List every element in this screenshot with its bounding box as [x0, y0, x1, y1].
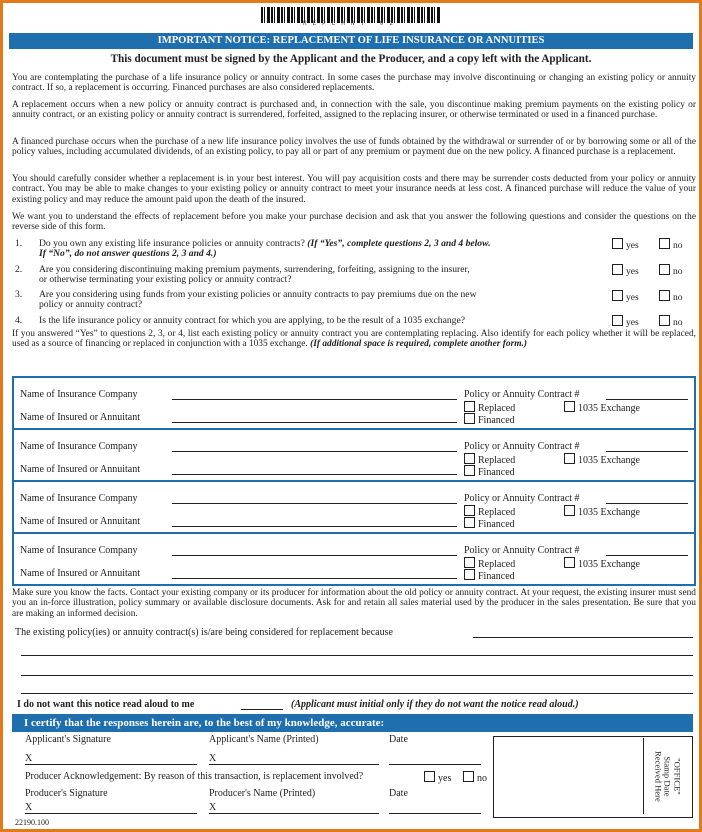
consider-paragraph: You should carefully consider whether a replacement is in your best interest. You will pay acquisition costs and there may be surrender costs deducted from your policy or annuity contract. You may be able to make changes to your existing policy or annuity contract to meet your insurance needs at less cost. A financed purchase will reduce the value of your existing policy and may reduce the amount paid upon the death of the insured. — [12, 174, 696, 205]
insured-label: Name of Insured or Annuitant — [20, 464, 140, 475]
instructions-paragraph: If you answered “Yes” to questions 2, 3, or 4, list each existing policy or annuity contract you are contemplating replacing. Also identify for each policy whether it will be replaced, used as a source of financing or replaced in conjunction with a 1035 exchange. (If additional space is required, complete another form.) — [12, 329, 696, 350]
insurance-company-field[interactable] — [172, 399, 457, 400]
producer-name-field[interactable] — [209, 813, 379, 814]
facts-paragraph: Make sure you know the facts. Contact your existing company or its producer for information about the old policy or annuity contract. At your request, the existing insurer must send you an in-force illustration, policy summary or available disclosure documents. Ask for and retain all sales material used by the producer in the sales presentation. Be sure that you are making an informed decision. — [12, 588, 696, 619]
insurance-company-label: Name of Insurance Company — [20, 389, 138, 400]
read-aloud-initials-field[interactable] — [241, 709, 283, 710]
applicant-date-label: Date — [389, 734, 408, 745]
reason-line[interactable] — [21, 655, 693, 656]
replaced-checkbox[interactable]: Replaced — [464, 401, 515, 414]
applicant-signature-field[interactable] — [25, 764, 197, 765]
producer-signature-field[interactable] — [25, 813, 197, 814]
financed-paragraph: A financed purchase occurs when the purchase of a new life insurance policy involves the use of funds obtained by the withdrawal or surrender of or by borrowing some or all of the policy values, including accumulated dividends, of an existing policy, to pay all or part of any premium or payment due on the new policy. A financed purchase is a replacement. — [12, 137, 696, 158]
contract-number-field[interactable] — [606, 503, 688, 504]
producer-acknowledgement: Producer Acknowledgement: By reason of this transaction, is replacement involved? — [25, 771, 364, 782]
question-number: 2. — [15, 264, 23, 275]
question-4: Is the life insurance policy or annuity contract for which you are applying, to be the result of a 1035 exchange? — [39, 315, 465, 326]
understand-paragraph: We want you to understand the effects of replacement before you make your purchase decision and ask that you answer the following questions and consider the questions on the reverse side of this form. — [12, 212, 696, 233]
notice-subtitle: This document must be signed by the Applicant and the Producer, and a copy left with the Applicant. — [110, 53, 592, 65]
producer-date-label: Date — [389, 788, 408, 799]
applicant-x-mark: X — [25, 753, 33, 764]
applicant-name-label: Applicant's Name (Printed) — [209, 734, 319, 745]
applicant-signature-label: Applicant's Signature — [25, 734, 111, 745]
insurance-company-field[interactable] — [172, 503, 457, 504]
financed-checkbox[interactable]: Financed — [464, 413, 515, 426]
question-2: Are you considering discontinuing making premium payments, surrendering, forfeiting, assigning to the insurer, or otherwise terminating your existing policy or annuity contract? — [39, 264, 470, 286]
replacement-no-checkbox[interactable]: no — [463, 771, 487, 784]
reason-line[interactable] — [21, 693, 693, 694]
producer-x-mark: X — [25, 802, 33, 813]
insurance-company-field[interactable] — [172, 451, 457, 452]
office-stamp-text: "OFFICE" Stamp Date Received Here — [653, 750, 683, 802]
reason-label: The existing policy(ies) or annuity contract(s) is/are being considered for replacement because — [15, 627, 393, 638]
financed-checkbox[interactable]: Financed — [464, 569, 515, 582]
question-number: 4. — [15, 315, 23, 326]
insured-field[interactable] — [172, 422, 457, 423]
question-1: Do you own any existing life insurance policies or annuity contracts? (If “Yes”, complete questions 2, 3 and 4 below. If “No”, do not answer questions 2, 3 and 4.) — [39, 238, 491, 260]
barcode-text: REPLMNT 02 — [302, 20, 399, 27]
contract-number-field[interactable] — [606, 451, 688, 452]
question-number: 3. — [15, 289, 23, 300]
exchange-1035-checkbox[interactable]: 1035 Exchange — [564, 505, 640, 518]
insurance-company-label: Name of Insurance Company — [20, 441, 138, 452]
q1-yes-checkbox[interactable]: yes — [612, 238, 639, 251]
applicant-name-x-mark: X — [209, 753, 217, 764]
q2-yes-checkbox[interactable]: yes — [612, 264, 639, 277]
form-number: 22190.100 — [15, 818, 49, 827]
q4-yes-checkbox[interactable]: yes — [612, 315, 639, 328]
insurance-company-label: Name of Insurance Company — [20, 545, 138, 556]
q3-no-checkbox[interactable]: no — [659, 290, 683, 303]
office-stamp-label-area — [643, 738, 690, 814]
question-number: 1. — [15, 238, 23, 249]
notice-title: IMPORTANT NOTICE: REPLACEMENT OF LIFE INSURANCE OR ANNUITIES — [9, 33, 693, 49]
insured-field[interactable] — [172, 526, 457, 527]
contract-number-label: Policy or Annuity Contract # — [464, 389, 580, 400]
contract-number-label: Policy or Annuity Contract # — [464, 545, 580, 556]
replacement-paragraph: A replacement occurs when a new policy or annuity contract is purchased and, in connection with the sale, you discontinue making premium payments on the existing policy or annuity contract, or an existing policy or annuity contract is surrendered, forfeited, assigned to the replacing insurer, or otherwise terminated or used in a financed purchase. — [12, 100, 696, 121]
producer-signature-label: Producer's Signature — [25, 788, 108, 799]
replaced-checkbox[interactable]: Replaced — [464, 453, 515, 466]
intro-paragraph: You are contemplating the purchase of a life insurance policy or annuity contract. In some cases the purchase may involve discontinuing or changing an existing policy or annuity contract. If so, a replacement is occurring. Financed purchases are also considered replacements. — [12, 73, 696, 94]
contract-number-label: Policy or Annuity Contract # — [464, 441, 580, 452]
producer-date-field[interactable] — [389, 813, 481, 814]
q3-yes-checkbox[interactable]: yes — [612, 290, 639, 303]
policy-block — [12, 480, 696, 534]
exchange-1035-checkbox[interactable]: 1035 Exchange — [564, 453, 640, 466]
exchange-1035-checkbox[interactable]: 1035 Exchange — [564, 401, 640, 414]
replaced-checkbox[interactable]: Replaced — [464, 505, 515, 518]
insured-label: Name of Insured or Annuitant — [20, 412, 140, 423]
applicant-date-field[interactable] — [389, 764, 481, 765]
producer-name-x-mark: X — [209, 802, 217, 813]
q1-no-checkbox[interactable]: no — [659, 238, 683, 251]
contract-number-field[interactable] — [606, 399, 688, 400]
reason-line[interactable] — [21, 675, 693, 676]
contract-number-label: Policy or Annuity Contract # — [464, 493, 580, 504]
producer-name-label: Producer's Name (Printed) — [209, 788, 316, 799]
certify-banner: I certify that the responses herein are, to the best of my knowledge, accurate: — [12, 714, 693, 732]
insurance-company-label: Name of Insurance Company — [20, 493, 138, 504]
financed-checkbox[interactable]: Financed — [464, 517, 515, 530]
policy-block — [12, 532, 696, 586]
replacement-yes-checkbox[interactable]: yes — [424, 771, 451, 784]
insured-label: Name of Insured or Annuitant — [20, 516, 140, 527]
financed-checkbox[interactable]: Financed — [464, 465, 515, 478]
contract-number-field[interactable] — [606, 555, 688, 556]
policy-block — [12, 376, 696, 430]
replaced-checkbox[interactable]: Replaced — [464, 557, 515, 570]
question-3: Are you considering using funds from your existing policies or annuity contracts to pay premiums due on the new policy or annuity contract? — [39, 289, 477, 311]
exchange-1035-checkbox[interactable]: 1035 Exchange — [564, 557, 640, 570]
applicant-name-field[interactable] — [209, 764, 379, 765]
insurance-company-field[interactable] — [172, 555, 457, 556]
reason-field[interactable] — [473, 637, 693, 638]
insured-field[interactable] — [172, 578, 457, 579]
read-aloud-note: (Applicant must initial only if they do not want the notice read aloud.) — [291, 699, 579, 710]
q4-no-checkbox[interactable]: no — [659, 315, 683, 328]
read-aloud-label: I do not want this notice read aloud to me — [17, 699, 195, 710]
policy-block — [12, 428, 696, 482]
q2-no-checkbox[interactable]: no — [659, 264, 683, 277]
insured-label: Name of Insured or Annuitant — [20, 568, 140, 579]
insured-field[interactable] — [172, 474, 457, 475]
